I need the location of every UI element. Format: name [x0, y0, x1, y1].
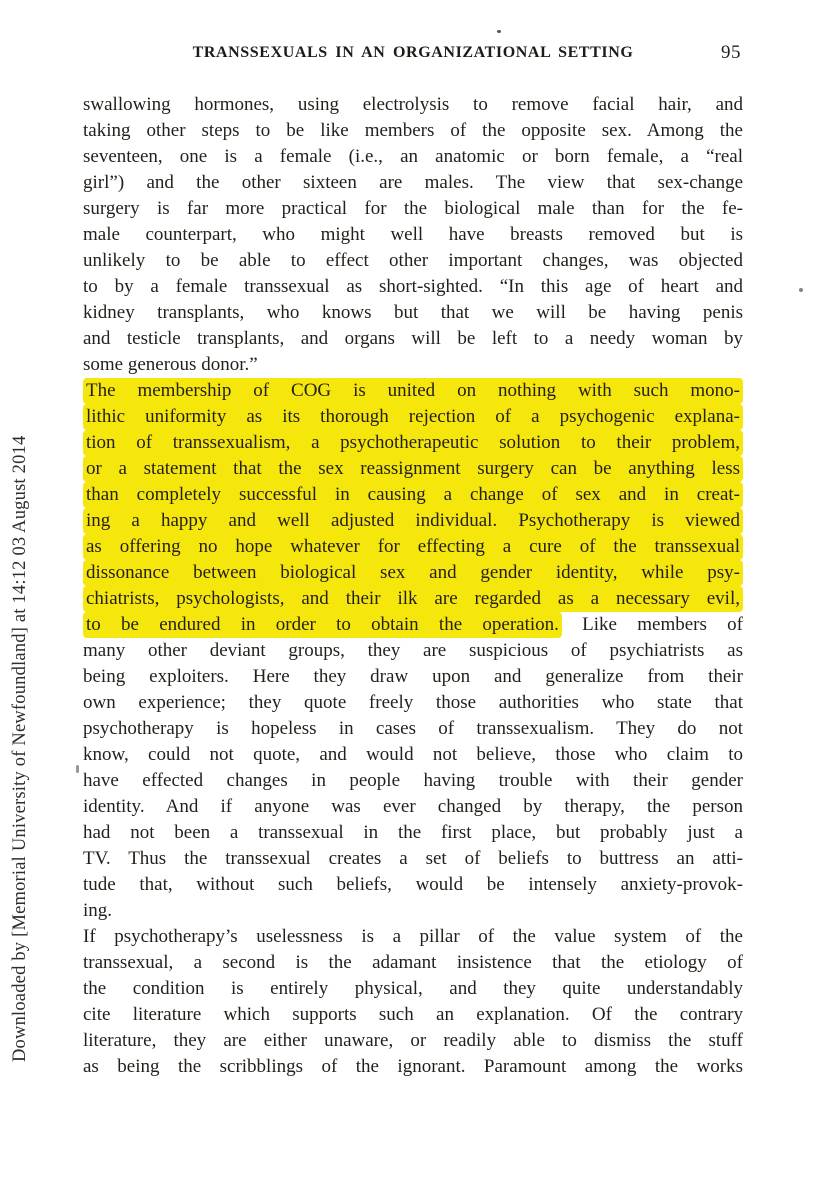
- running-title: TRANSSEXUALS IN AN ORGANIZATIONAL SETTING: [192, 44, 634, 61]
- text-line: [83, 560, 743, 586]
- highlight-mark: ing a happy and well adjusted individual. Psychotherapy is viewed: [83, 508, 743, 534]
- paragraph-2: [83, 378, 743, 924]
- line-text: many other deviant groups, they are suspicious of psychiatrists as: [83, 640, 743, 661]
- highlight-mark: chiatrists, psychologists, and their ilk are regarded as a necessary evil,: [83, 586, 743, 612]
- page-body: [83, 92, 743, 1080]
- text-line: [83, 586, 743, 612]
- line-text: some generous donor.”: [83, 354, 258, 375]
- text-line: [83, 482, 743, 508]
- line-text: cite literature which supports such an explanation. Of the contrary: [83, 1004, 743, 1025]
- line-text: the condition is entirely physical, and they quite understandably: [83, 978, 743, 999]
- line-text: literature, they are either unaware, or readily able to dismiss the stuff: [83, 1030, 743, 1051]
- highlight-mark: tion of transsexualism, a psychotherapeutic solution to their problem,: [83, 430, 743, 456]
- line-text: surgery is far more practical for the biological male than for the fe-: [83, 198, 743, 219]
- line-text: unlikely to be able to effect other important changes, was objected: [83, 250, 743, 271]
- text-line: [83, 508, 743, 534]
- text-line: [83, 846, 743, 872]
- text-line: [83, 274, 743, 300]
- page-header: [83, 44, 743, 62]
- text-line: [83, 196, 743, 222]
- line-text: Like members of: [561, 614, 743, 635]
- text-line: [83, 404, 743, 430]
- highlight-mark: dissonance between biological sex and gender identity, while psy-: [83, 560, 743, 586]
- text-line: [83, 248, 743, 274]
- text-line: [83, 924, 743, 950]
- text-line: [83, 1028, 743, 1054]
- line-text: and testicle transplants, and organs will be left to a needy woman by: [83, 328, 743, 349]
- text-line: [83, 118, 743, 144]
- highlight-mark: than completely successful in causing a change of sex and in creat-: [83, 482, 743, 508]
- text-line: [83, 430, 743, 456]
- highlight-mark: as offering no hope whatever for effecting a cure of the transsexual: [83, 534, 743, 560]
- line-text: If psychotherapy’s uselessness is a pillar of the value system of the: [83, 926, 743, 947]
- text-line: [83, 690, 743, 716]
- text-line: [83, 352, 743, 378]
- text-line: [83, 378, 743, 404]
- highlight-mark: or a statement that the sex reassignment surgery can be anything less: [83, 456, 743, 482]
- text-line: [83, 950, 743, 976]
- line-text: had not been a transsexual in the first place, but probably just a: [83, 822, 743, 843]
- scan-artifact-tick: [76, 765, 79, 773]
- line-text: own experience; they quote freely those authorities who state that: [83, 692, 743, 713]
- text-line: [83, 872, 743, 898]
- text-line: [83, 820, 743, 846]
- text-line: [83, 326, 743, 352]
- scan-artifact-dot: [497, 30, 501, 33]
- line-text: being exploiters. Here they draw upon and generalize from their: [83, 666, 743, 687]
- text-line: [83, 716, 743, 742]
- paragraph-1: [83, 92, 743, 378]
- line-text: to by a female transsexual as short-sighted. “In this age of heart and: [83, 276, 743, 297]
- text-line: [83, 898, 743, 924]
- line-text: transsexual, a second is the adamant insistence that the etiology of: [83, 952, 743, 973]
- text-line: [83, 534, 743, 560]
- line-text: TV. Thus the transsexual creates a set of beliefs to buttress an atti-: [83, 848, 743, 869]
- line-text: have effected changes in people having trouble with their gender: [83, 770, 743, 791]
- text-line: [83, 144, 743, 170]
- line-text: girl”) and the other sixteen are males. The view that sex-change: [83, 172, 743, 193]
- line-text: know, could not quote, and would not believe, those who claim to: [83, 744, 743, 765]
- text-line: [83, 1002, 743, 1028]
- line-text: seventeen, one is a female (i.e., an anatomic or born female, a “real: [83, 146, 743, 167]
- line-text: kidney transplants, who knows but that we will be having penis: [83, 302, 743, 323]
- line-text: ing.: [83, 900, 113, 921]
- text-line: [83, 742, 743, 768]
- text-line: [83, 612, 743, 638]
- text-line: [83, 222, 743, 248]
- line-text: taking other steps to be like members of the opposite sex. Among the: [83, 120, 743, 141]
- text-line: [83, 638, 743, 664]
- line-text: identity. And if anyone was ever changed by therapy, the person: [83, 796, 743, 817]
- text-line: [83, 170, 743, 196]
- highlight-mark: lithic uniformity as its thorough rejection of a psychogenic explana-: [83, 404, 743, 430]
- text-line: [83, 456, 743, 482]
- highlight-mark: to be endured in order to obtain the operation.: [83, 612, 562, 638]
- paragraph-3: [83, 924, 743, 1080]
- line-text: tude that, without such beliefs, would be intensely anxiety-provok-: [83, 874, 743, 895]
- scan-artifact-dot: [799, 288, 803, 292]
- text-line: [83, 300, 743, 326]
- text-line: [83, 976, 743, 1002]
- text-line: [83, 768, 743, 794]
- page-number: 95: [721, 42, 741, 63]
- line-text: swallowing hormones, using electrolysis to remove facial hair, and: [83, 94, 743, 115]
- text-line: [83, 664, 743, 690]
- text-line: [83, 92, 743, 118]
- text-line: [83, 794, 743, 820]
- line-text: male counterpart, who might well have breasts removed but is: [83, 224, 743, 245]
- highlight-mark: The membership of COG is united on nothing with such mono-: [83, 378, 743, 404]
- download-watermark: Downloaded by [Memorial University of Newfoundland] at 14:12 03 August 2014: [10, 435, 30, 1062]
- line-text: psychotherapy is hopeless in cases of transsexualism. They do not: [83, 718, 743, 739]
- text-line: [83, 1054, 743, 1080]
- line-text: as being the scribblings of the ignorant. Paramount among the works: [83, 1056, 743, 1077]
